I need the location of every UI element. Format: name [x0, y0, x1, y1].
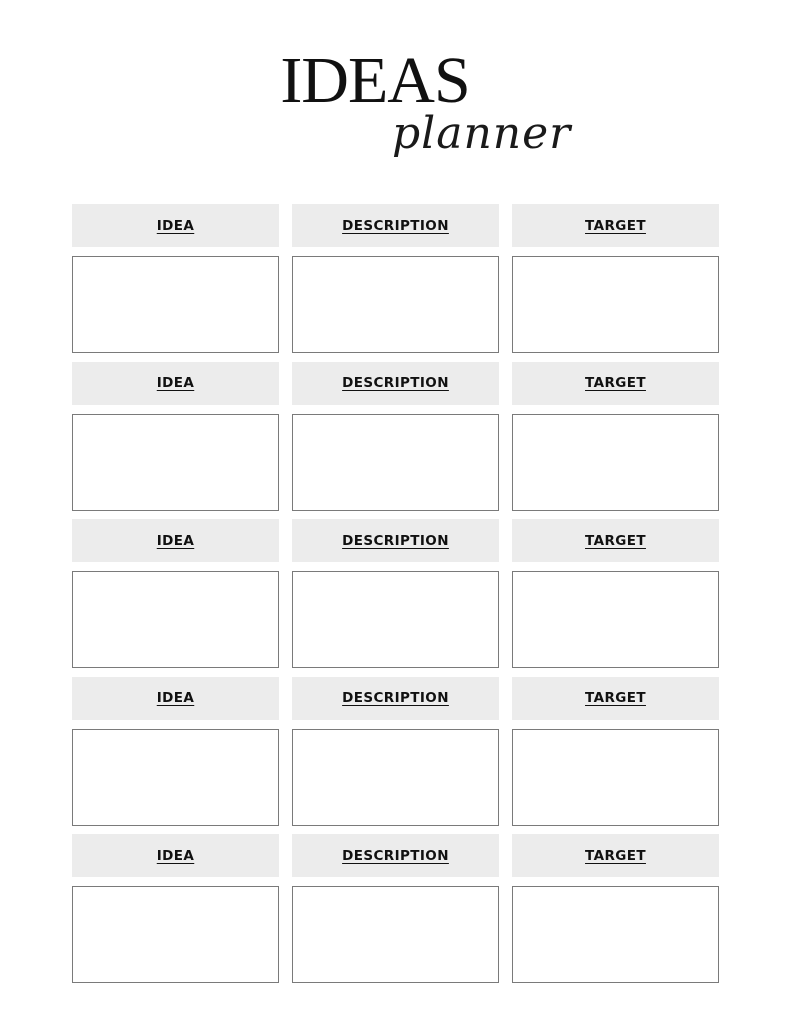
column-header-label: TARGET — [585, 847, 646, 864]
column-header-target — [512, 677, 719, 720]
header-row — [72, 204, 719, 247]
description-box[interactable] — [292, 571, 499, 668]
page-subtitle: planner — [392, 108, 572, 159]
header-row — [72, 519, 719, 562]
column-header-idea — [72, 204, 279, 247]
description-box[interactable] — [292, 729, 499, 826]
column-header-label: DESCRIPTION — [342, 375, 449, 391]
description-box[interactable] — [292, 256, 499, 353]
column-header-label: TARGET — [585, 690, 646, 706]
column-header-description — [292, 834, 499, 877]
target-box[interactable] — [512, 414, 719, 511]
target-box[interactable] — [512, 886, 719, 983]
header-row — [72, 677, 719, 720]
column-header-label: IDEA — [156, 375, 195, 391]
column-header-target — [512, 519, 719, 562]
idea-box[interactable] — [72, 729, 279, 826]
column-header-label: TARGET — [585, 217, 646, 234]
column-header-target — [512, 834, 719, 877]
idea-box[interactable] — [72, 571, 279, 668]
page-title: IDEAS — [280, 44, 470, 117]
box-row — [72, 886, 719, 983]
column-header-idea — [72, 834, 279, 877]
column-header-description — [292, 677, 499, 720]
column-header-label: IDEA — [156, 847, 195, 864]
column-header-idea — [72, 519, 279, 562]
column-header-description — [292, 362, 499, 405]
column-header-label: IDEA — [156, 217, 195, 234]
column-header-description — [292, 519, 499, 562]
column-header-idea — [72, 677, 279, 720]
column-header-label: DESCRIPTION — [342, 217, 449, 234]
column-header-target — [512, 204, 719, 247]
column-header-label: DESCRIPTION — [342, 532, 449, 549]
column-header-label: IDEA — [156, 532, 195, 549]
box-row — [72, 729, 719, 826]
column-header-idea — [72, 362, 279, 405]
idea-box[interactable] — [72, 414, 279, 511]
box-row — [72, 571, 719, 668]
column-header-label: DESCRIPTION — [342, 847, 449, 864]
column-header-label: DESCRIPTION — [342, 690, 449, 706]
column-header-description — [292, 204, 499, 247]
column-header-label: TARGET — [585, 375, 646, 391]
description-box[interactable] — [292, 414, 499, 511]
header-row — [72, 362, 719, 405]
column-header-target — [512, 362, 719, 405]
planner-row — [72, 677, 719, 835]
header-row — [72, 834, 719, 877]
planner-grid — [72, 204, 719, 992]
target-box[interactable] — [512, 256, 719, 353]
idea-box[interactable] — [72, 256, 279, 353]
planner-row — [72, 519, 719, 677]
planner-row — [72, 204, 719, 362]
column-header-label: IDEA — [156, 690, 195, 706]
planner-row — [72, 834, 719, 992]
box-row — [72, 256, 719, 353]
column-header-label: TARGET — [585, 532, 646, 549]
box-row — [72, 414, 719, 511]
target-box[interactable] — [512, 571, 719, 668]
description-box[interactable] — [292, 886, 499, 983]
planner-row — [72, 362, 719, 520]
idea-box[interactable] — [72, 886, 279, 983]
target-box[interactable] — [512, 729, 719, 826]
